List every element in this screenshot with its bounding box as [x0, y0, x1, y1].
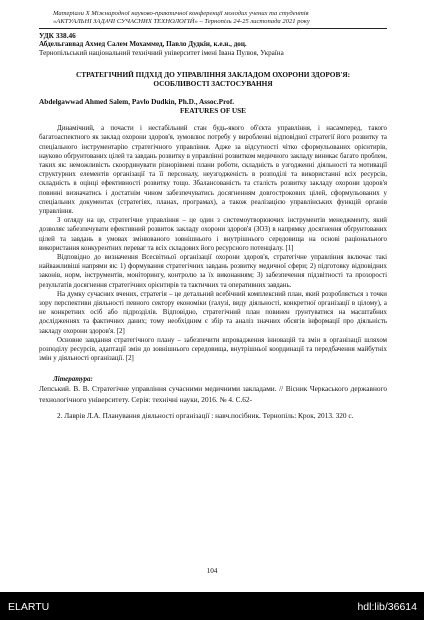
body-paragraph-2: З огляду на це, стратегічне управління – це один з системоутворюючих інструментів менеджменту, який дозволяє забезпечувати ефективний розвиток закладу охорони здоров'я (ЗОЗ) в напрямку досягнення обґрунтованих цілей та завдань в умовах змінюваного зовнішнього і внутрішнього середовища на основі раціонального використання конкурентних переваг та всіх складових його ресурсного потенціалу. [1] [39, 217, 387, 252]
body-paragraph-3: Відповідно до визначення Всесвітньої організації охорони здоров'я, стратегічне управління включає такі найважливіші напрями як: 1) формування стратегічних завдань розвитку медичної сфери; 2) підготовку відповідних законів, норм, інструментів, моніторингу, контролю за їх виконанням; 3) забезпечення підзвітності та прозорості результатів досягнення стратегічних орієнтирів та тактичних та оперативних завдань. [39, 254, 387, 289]
body-paragraph-5: Основне завдання стратегічного плану – забезпечити впровадження інновацій та змін в організації шляхом розподілу ресурсів, адаптації змін до зовнішнього середовища, внутрішньої координації та передбачення майбутніх змін у діяльності організації. [2] [39, 336, 387, 363]
body-paragraph-1: Динамічний, а почасти і нестабільний стан будь-якого об'єкта управління, і насамперед, такого багатоаспектного як заклад охорони здоров'я, зумовлює потребу у виробленні відповідної стратегії його розвитку та спеціального інструментарію стратегічного управління. Адже за відсутності чітко сформульованих орієнтирів, науково обґрунтованих цілей та завдань розвитку в управлінні розвитком медичного закладу виникає багато проблем, таких як: неможливість скоординувати різнорівневі плани роботи, складність в узгодженні діяльності та мотивації структурних елементів організації та її персоналу, неузгодженість в розподілі та використанні всіх ресурсів, складність в оцінці ефективності розвитку тощо. Збалансованість та сталість розвитку закладу охорони здоров'я повинні визначатись і достатнім чином забезпечуватись досягненням довгострокових цілей, сформульованих у спеціальних документах (стратегіях, планах, програмах), а також реалізацією управлінських функцій органів управління. [39, 125, 387, 216]
handle-identifier: hdl:lib/36614 [357, 601, 417, 613]
affiliation: Тернопільський національний технічний університет імені Івана Пулюя, Україна [39, 49, 284, 58]
title-ukrainian-line-2: ОСОБЛИВОСТІ ЗАСТОСУВАННЯ [153, 79, 273, 88]
spacer [39, 115, 387, 124]
repository-name: ELARTU [8, 601, 50, 613]
literature-item-2: 2. Лаврів Л.А. Планування діяльності організації : навч.посібник. Тернопіль: Крок, 2013. 320 с. [57, 411, 354, 421]
repository-footer-bar [0, 592, 424, 620]
title-ukrainian-line-1: СТРАТЕГІЧНИЙ ПІДХІД ДО УПРАВЛІННЯ ЗАКЛАДОМ ОХОРОНИ ЗДОРОВ'Я: [75, 69, 351, 79]
title-english: FEATURES OF USE [179, 106, 247, 116]
literature-heading: Література: [53, 375, 93, 384]
header-divider [39, 28, 387, 29]
conference-header-line-2: «АКТУАЛЬНІ ЗАДАЧІ СУЧАСНИХ ТЕХНОЛОГІЙ» – Тернопіль 24-25 листопада 2021 року [53, 18, 310, 26]
body-paragraph-4: На думку сучасних вчених, стратегія – це детальний всебічний комплексний план, який розробляється з точки зору перспективи діяльності певного сектору економіки (галузі, виду діяльності, конкретної організації в цілому), а не конкретних осіб або підрозділів. Відповідно, стратегічний план повинен ґрунтуватися на масштабних дослідженнях та фактичних даних; тому необхідним є збір та аналіз значних обсягів інформації про діяльність закладу охорони здоров'я. [2] [39, 290, 387, 335]
literature-item-1: Лепський. В. В. Стратегічне управління сучасними медичними закладами. // Вісник Черкаського державного технологічного університету. Серія: технічні науки, 2016. № 4. С.62- [39, 384, 387, 404]
udk-code: УДК 338.46 [39, 31, 76, 41]
authors-ukrainian: Абдельгаввад Ахмед Салем Мохаммед, Павло Дудкін, к.е.н., доц. [39, 40, 247, 49]
page-number: 104 [206, 567, 218, 575]
page-content [39, 10, 387, 428]
authors-english: Abdelgawwad Ahmed Salem, Pavlo Dudkin, Ph.D., Assoc.Prof. [39, 97, 235, 107]
conference-header-line-1: Матеріали X Міжнародної науково-практичної конференції молодих учених та студентів [53, 10, 309, 17]
